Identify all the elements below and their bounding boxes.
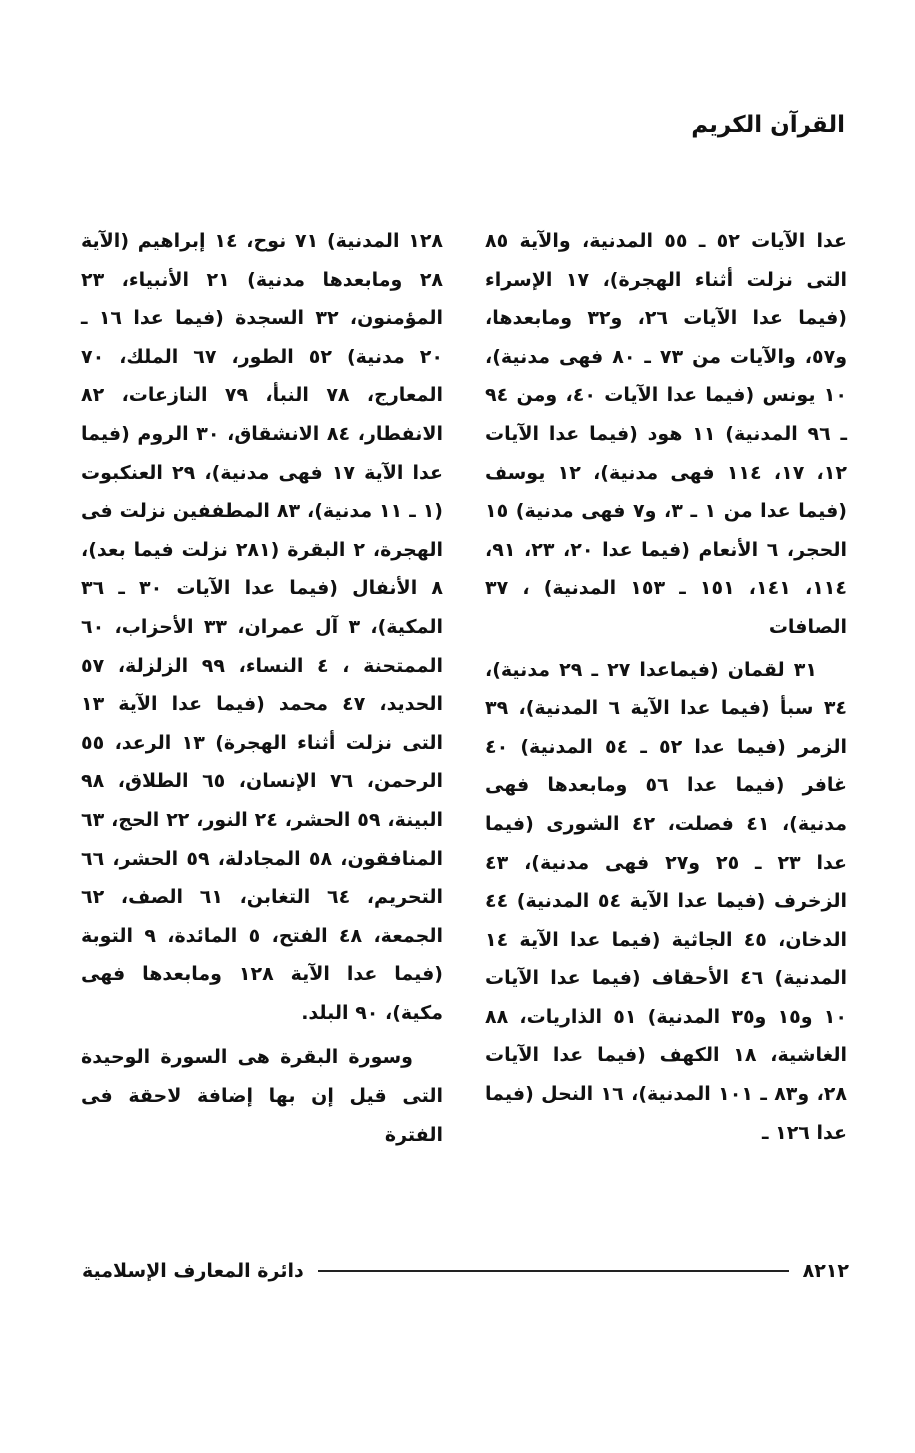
running-header-title: القرآن الكريم — [691, 112, 845, 138]
right-text-column — [485, 222, 847, 1152]
page-number: ٨٢١٢ — [802, 1260, 849, 1282]
left-column-paragraph-2: وسورة البقرة هى السورة الوحيدة التى قيل إن بها إضافة لاحقة فى الفترة — [81, 1046, 443, 1146]
page-footer — [82, 1256, 849, 1286]
publication-title: دائرة المعارف الإسلامية — [82, 1260, 304, 1282]
right-column-paragraph-1: عدا الآيات ٥٢ ـ ٥٥ المدنية، والآية ٨٥ التى نزلت أثناء الهجرة)، ١٧ الإسراء (فيما عدا الآيات ٢٦، و٣٢ ومابعدها، و٥٧، والآيات من ٧٣ ـ ٨٠ فهى مدنية)، ١٠ يونس (فيما عدا الآيات ٤٠، ومن ٩٤ ـ ٩٦ المدنية) ١١ هود (فيما عدا الآيات ١٢، ١٧، ١١٤ فهى مدنية)، ١٢ يوسف (فيما عدا من ١ ـ ٣، و٧ فهى مدنية) ١٥ الحجر، ٦ الأنعام (فيما عدا ٢٠، ٢٣، ٩١، ١١٤، ١٤١، ١٥١ ـ ١٥٣ المدنية) ، ٣٧ الصافات — [485, 230, 848, 638]
footer-divider — [318, 1270, 789, 1272]
left-column-paragraph-1: ١٢٨ المدنية) ٧١ نوح، ١٤ إبراهيم (الآية ٢٨ ومابعدها مدنية) ٢١ الأنبياء، ٢٣ المؤمنون، ٣٢ السجدة (فيما عدا ١٦ ـ ٢٠ مدنية) ٥٢ الطور، ٦٧ الملك، ٧٠ المعارج، ٧٨ النبأ، ٧٩ النازعات، ٨٢ الانفطار، ٨٤ الانشقاق، ٣٠ الروم (فيما عدا الآية ١٧ فهى مدنية)، ٢٩ العنكبوت (١ ـ ١١ مدنية)، ٨٣ المطففين نزلت فى الهجرة، ٢ البقرة (٢٨١ نزلت فيما بعد)، ٨ الأنفال (فيما عدا الآيات ٣٠ ـ ٣٦ المكية)، ٣ آل عمران، ٣٣ الأحزاب، ٦٠ الممتحنة ، ٤ النساء، ٩٩ الزلزلة، ٥٧ الحديد، ٤٧ محمد (فيما عدا الآية ١٣ التى نزلت أثناء الهجرة) ١٣ الرعد، ٥٥ الرحمن، ٧٦ الإنسان، ٦٥ الطلاق، ٩٨ البينة، ٥٩ الحشر، ٢٤ النور، ٢٢ الحج، ٦٣ المنافقون، ٥٨ المجادلة، ٥٩ الحشر، ٦٦ التحريم، ٦٤ التغابن، ٦١ الصف، ٦٢ الجمعة، ٤٨ الفتح، ٥ المائدة، ٩ التوبة (فيما عدا الآية ١٢٨ ومابعدها فهى مكية)، ٩٠ البلد. — [81, 230, 444, 1024]
left-text-column — [81, 222, 443, 1154]
right-column-paragraph-2: ٣١ لقمان (فيماعدا ٢٧ ـ ٢٩ مدنية)، ٣٤ سبأ (فيما عدا الآية ٦ المدنية)، ٣٩ الزمر (فيما عدا ٥٢ ـ ٥٤ المدنية) ٤٠ غافر (فيما عدا ٥٦ ومابعدها فهى مدنية)، ٤١ فصلت، ٤٢ الشورى (فيما عدا ٢٣ ـ ٢٥ و٢٧ فهى مدنية)، ٤٣ الزخرف (فيما عدا الآية ٥٤ المدنية) ٤٤ الدخان، ٤٥ الجاثية (فيما عدا الآية ١٤ المدنية) ٤٦ الأحقاف (فيما عدا الآيات ١٠ و١٥ و٣٥ المدنية) ٥١ الذاريات، ٨٨ الغاشية، ١٨ الكهف (فيما عدا الآيات ٢٨، و٨٣ ـ ١٠١ المدنية)، ١٦ النحل (فيما عدا ١٢٦ ـ — [485, 658, 848, 1144]
